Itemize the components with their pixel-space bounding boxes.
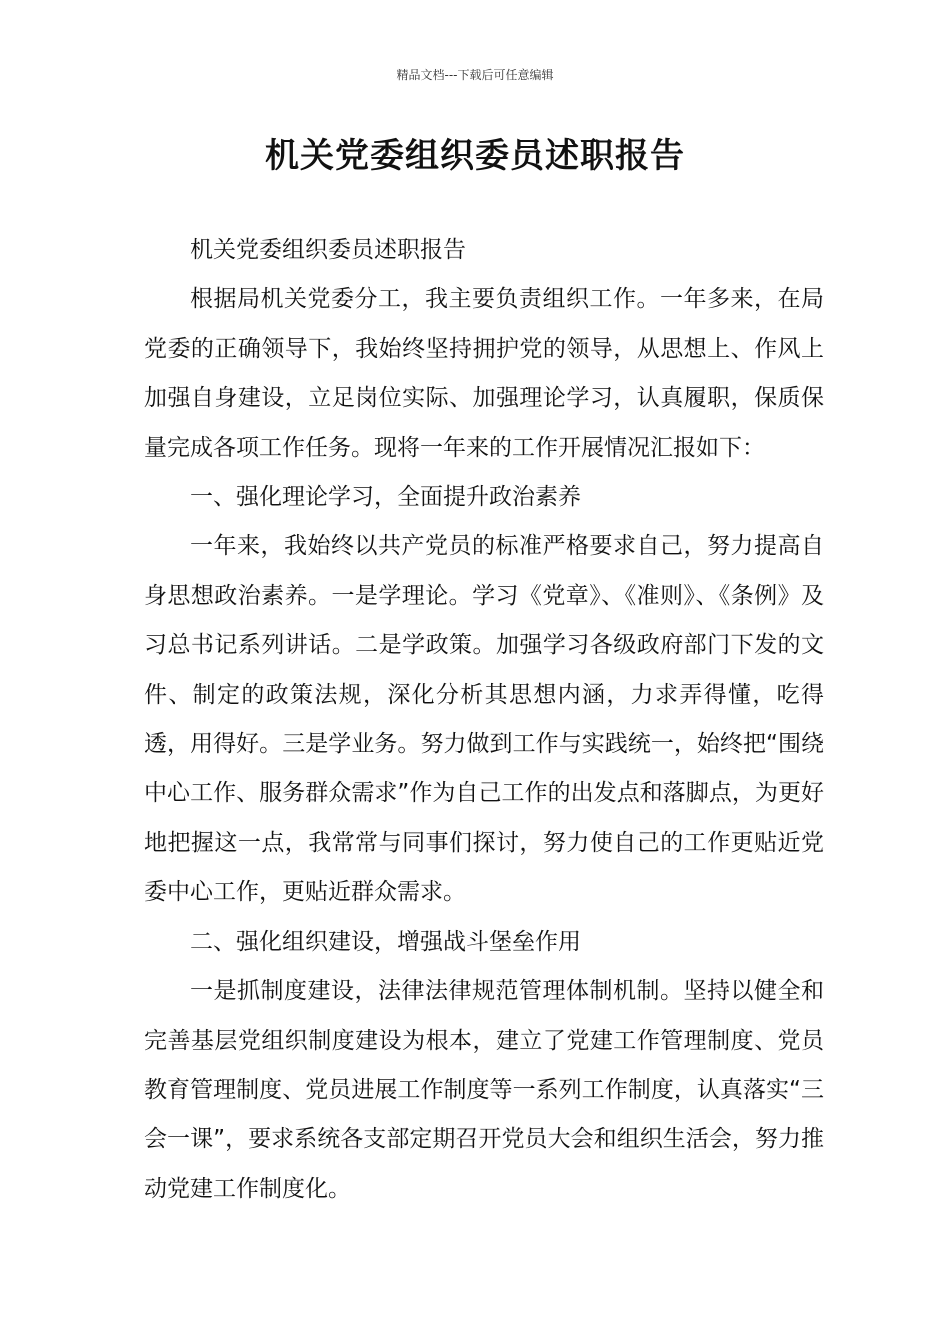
- paragraph-subtitle: 机关党委组织委员述职报告: [190, 237, 466, 263]
- page-header: 精品文档---下载后可任意编辑: [396, 68, 554, 82]
- section-heading-1: 一、强化理论学习，全面提升政治素养: [190, 484, 581, 511]
- paragraph-section-1: 一年来，我始终以共产党员的标准严格要求自己，努力提高自身思想政治素养。一是学理论。学习《党章》、《准则》、《条例》及习总书记系列讲话。二是学政策。加强学习各级政府部门下发的文件、制定的政策法规，深化分析其思想内涵，力求弄得懂，吃得透，用得好。三是学业务。努力做到工作与实践统一，始终把“围绕中心工作、服务群众需求”作为自己工作的出发点和落脚点，为更好地把握这一点，我常常与同事们探讨，努力使自己的工作更贴近党委中心工作，更贴近群众需求。: [144, 533, 824, 906]
- document-title: 机关党委组织委员述职报告: [265, 136, 685, 176]
- paragraph-section-2: 一是抓制度建设，法律法律规范管理体制机制。坚持以健全和完善基层党组织制度建设为根本，建立了党建工作管理制度、党员教育管理制度、党员进展工作制度等一系列工作制度，认真落实“三会一课”，要求系统各支部定期召开党员大会和组织生活会，努力推动党建工作制度化。: [144, 978, 824, 1202]
- section-heading-2: 二、强化组织建设，增强战斗堡垒作用: [190, 928, 581, 955]
- paragraph-intro: 根据局机关党委分工，我主要负责组织工作。一年多来，在局党委的正确领导下，我始终坚持拥护党的领导，从思想上、作风上加强自身建设，立足岗位实际、加强理论学习，认真履职，保质保量完成各项工作任务。现将一年来的工作开展情况汇报如下：: [144, 286, 824, 461]
- document-body: [144, 226, 824, 1214]
